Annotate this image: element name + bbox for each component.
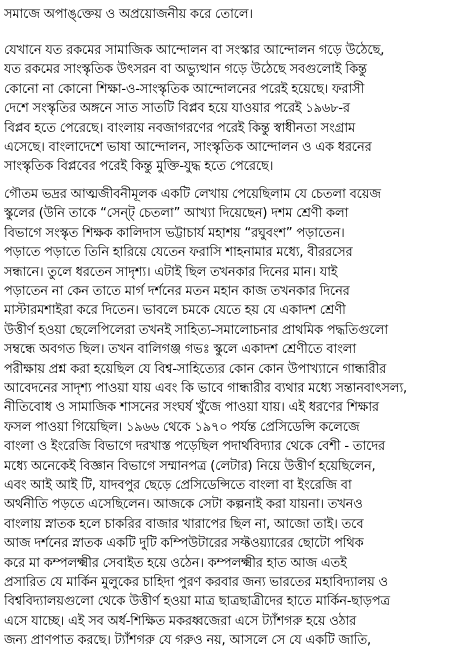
text-line: বিশ্ববিদ্যালয়গুলো থেকে উত্তীর্ণ হওয়া মাত্র ছাত্রছাত্রীদের হাতে মার্কিন-ছাড়পত্র: [4, 594, 390, 610]
text-line: সাংস্কৃতিক বিপ্লবের পরেই কিন্তু মুক্তি-যুদ্ধ হতে পেরেছে।: [4, 159, 274, 175]
text-line: অর্থনীতি পড়তে এসেছিলেন। আজকে সেটা কল্পনাই করা যায়না। তখনও: [4, 497, 363, 513]
text-line: এসে যাচ্ছে। এই সব অর্ধ-শিক্ষিত মকরধ্বজেরা এসে ট্যাঁশগরু হয়ে ওঠার: [4, 613, 357, 629]
text-line: যত রকমের সাংস্কৃতিক উৎসরন বা অভ্যুত্থান গড়ে উঠেছে সবগুলোই কিন্তু: [4, 62, 367, 78]
text-line: বাংলায় স্নাতক হলে চাকরির বাজার খারাপের ছিল না, আজো তাই। তবে: [4, 516, 364, 532]
text-line: বিপ্লব হতে পেরেছে। বাংলায় নবজাগরণের পরেই কিন্তু স্বাধীনতা সংগ্রাম: [4, 120, 355, 136]
text-line: যেখানে যত রকমের সামাজিক আন্দোলন বা সংস্কার আন্দোলন গড়ে উঠেছে,: [4, 43, 385, 58]
text-line: সম্বন্ধে অবগত ছিল। তখন বালিগঞ্জ গভঃ স্কুলে একাদশ শ্রেণীতে বাংলা: [4, 342, 356, 358]
text-line: দেশে সংস্কৃতির অঙ্গনে সাত সাতটি বিপ্লব হয়ে যাওয়ার পরেই ১৯৬৮-র: [4, 101, 350, 117]
text-line: মাস্টারমশাইরা করে দিতেন। ভাবলে চমকে যেতে হয় যে একাদশ শ্রেণী: [4, 303, 346, 319]
text-line: গৌতম ভদ্রর আত্মজীবনীমূলক একটি লেখায় পেয়েছিলাম যে চেতলা বয়েজ: [4, 187, 381, 202]
text-line: পড়াতে পড়াতে তিনি হারিয়ে যেতেন ফরাসি শাহনামার মধ্যে, বীররসের: [4, 245, 353, 261]
text-line: করে মা কম্পলক্ষ্মীর সেবাইত হয়ে ওঠেন। কম্পলক্ষ্মীর হাত আজ এতই: [4, 555, 347, 571]
text-line: উত্তীর্ণ হওয়া ছেলেপিলেরা তখনই সাহিত্য-সমালোচনার প্রাথমিক পদ্ধতিগুলো: [4, 322, 388, 338]
text-line: সন্ধানে। তুলে ধরতেন সাদৃশ্য। এটাই ছিল তখনকার দিনের মান। যাই: [4, 264, 338, 280]
text-line: বাংলা ও ইংরেজি বিভাগে দরখাস্ত পড়েছিল পদার্থবিদ্যার থেকে বেশী - তাদের: [4, 439, 385, 455]
text-line: স্কুলের (উনি তাকে “সেন্ট্ চেতলা” আখ্যা দিয়েছেন) দশম শ্রেণী কলা: [4, 206, 349, 222]
text-line: পড়াতেন না কেন তাতে মার্গ দর্শনের মতন মহান কাজ তখনকার দিনের: [4, 284, 350, 299]
text-line: কোনো না কোনো শিক্ষা-ও-সাংস্কৃতিক আন্দোলনের পরেই হয়েছে। ফরাসী: [4, 81, 365, 97]
text-line: ফসল পাওয়া গিয়েছিল। ১৯৬৬ থেকে ১৯৭০ পর্যন্ত প্রেসিডেন্সি কলেজে: [4, 419, 360, 435]
text-line: পরীক্ষায় প্রশ্ন করা হয়েছিল যে বিশ্ব-সাহিত্যের কোন কোন উপাখ্যানে গান্ধারীর: [4, 361, 387, 377]
text-line: আবেদনের সাদৃশ্য পাওয়া যায় এবং কি ভাবে গান্ধারীর ব্যথার মধ্যে সন্তানবাৎসল্য,: [4, 381, 407, 396]
text-line: আজ দর্শনের স্নাতক একটি দুটি কম্পিউটারের সফ্টওয়্যারের ছোটো পথিক: [4, 536, 364, 552]
text-line: মধ্যে অনেকেই বিজ্ঞান বিভাগে সম্মানপত্র (লেটার) নিয়ে উত্তীর্ণ হয়েছিলেন,: [4, 458, 376, 474]
text-line: জন্য প্রাণপাত করছে। ট্যাঁশগরু যে গরুও নয়, আসলে সে যে একটি জাতি,: [4, 633, 371, 649]
text-line: বিভাগে সংস্কৃত শিক্ষক কালিদাস ভট্টাচার্য মহাশয় “রঘুবংশ” পড়াতেন।: [4, 225, 345, 241]
text-line: প্রসারিত যে মার্কিন মুলুকের চাহিদা পুরণ করবার জন্য ভারতের মহাবিদ্যালয় ও: [4, 575, 388, 590]
text-line: এসেছে। বাংলাদেশে ভাষা আন্দোলন, সাংস্কৃতিক আন্দোলন ও এক ধরনের: [4, 140, 372, 155]
text-line: সমাজে অপাঙ্‌ক্তেয় ও অপ্রয়োজনীয় করে তোলে।: [4, 7, 253, 22]
text-line: এবং আই আই টি, যাদবপুর ছেড়ে প্রেসিডেন্সিতে বাংলা বা ইংরেজি বা: [4, 478, 352, 493]
text-line: নীতিবোধ ও সামাজিক শাসনের সংঘর্ষ খুঁজে পাওয়া যায়। এই ধরণের শিক্ষার: [4, 400, 379, 416]
